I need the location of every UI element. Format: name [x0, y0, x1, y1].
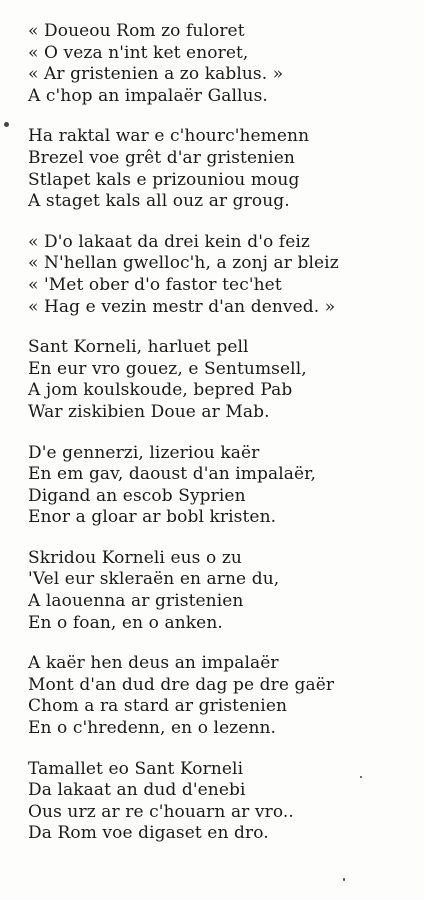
poem-line: War ziskibien Doue ar Mab.	[28, 401, 270, 422]
poem-line: « 'Met ober d'o fastor tec'het	[28, 274, 282, 295]
poem-line: Sant Korneli, harluet pell	[28, 337, 249, 358]
poem-line: Da lakaat an dud d'enebi	[28, 780, 246, 801]
stanza-6	[28, 548, 420, 634]
poem-line: A jom koulskoude, bepred Pab	[28, 380, 293, 401]
stanza-5	[28, 443, 420, 529]
poem-line: « O veza n'int ket enoret,	[28, 42, 249, 63]
stanza-8	[28, 759, 420, 845]
poem-line: En em gav, daoust d'an impalaër,	[28, 464, 317, 485]
ink-speck	[343, 878, 345, 881]
poem	[28, 21, 420, 864]
poem-line: Tamallet eo Sant Korneli	[28, 758, 244, 779]
stanza-7	[28, 653, 420, 739]
poem-line: En o foan, en o anken.	[28, 612, 223, 633]
poem-line: « Ar gristenien a zo kablus. »	[28, 64, 284, 85]
poem-line: Ous urz ar re c'houarn ar vro..	[28, 801, 294, 822]
poem-line: D'e gennerzi, lizeriou kaër	[28, 442, 260, 463]
poem-line: « D'o lakaat da drei kein d'o feiz	[28, 231, 310, 252]
ink-speck	[4, 122, 9, 127]
poem-line: 'Vel eur skleraën en arne du,	[28, 569, 280, 590]
poem-line: A kaër hen deus an impalaër	[28, 653, 279, 674]
poem-line: Mont d'an dud dre dag pe dre gaër	[28, 674, 335, 695]
poem-line: « Doueou Rom zo fuloret	[28, 21, 245, 41]
stanza-3	[28, 232, 420, 318]
stanza-4	[28, 337, 420, 423]
poem-line: Da Rom voe digaset en dro.	[28, 823, 269, 844]
poem-line: Chom a ra stard ar gristenien	[28, 696, 288, 717]
poem-line: Digand an escob Syprien	[28, 485, 246, 506]
poem-line: Brezel voe grêt d'ar gristenien	[28, 147, 295, 168]
stanza-2	[28, 126, 420, 212]
poem-line: En o c'hredenn, en o lezenn.	[28, 718, 277, 739]
poem-line: A c'hop an impalaër Gallus.	[28, 85, 268, 106]
stanza-1	[28, 21, 420, 107]
poem-line: « Hag e vezin mestr d'an denved. »	[28, 296, 336, 317]
poem-line: Enor a gloar ar bobl kristen.	[28, 507, 277, 528]
poem-line: Skridou Korneli eus o zu	[28, 547, 242, 568]
ink-speck	[360, 776, 362, 778]
poem-line: « N'hellan gwelloc'h, a zonj ar bleiz	[28, 253, 339, 274]
poem-line: Ha raktal war e c'hourc'hemenn	[28, 126, 310, 147]
poem-line: A staget kals all ouz ar groug.	[28, 191, 290, 212]
poem-line: A laouenna ar gristenien	[28, 591, 244, 612]
poem-line: Stlapet kals e prizouniou moug	[28, 169, 300, 190]
poem-line: En eur vro gouez, e Sentumsell,	[28, 358, 307, 379]
